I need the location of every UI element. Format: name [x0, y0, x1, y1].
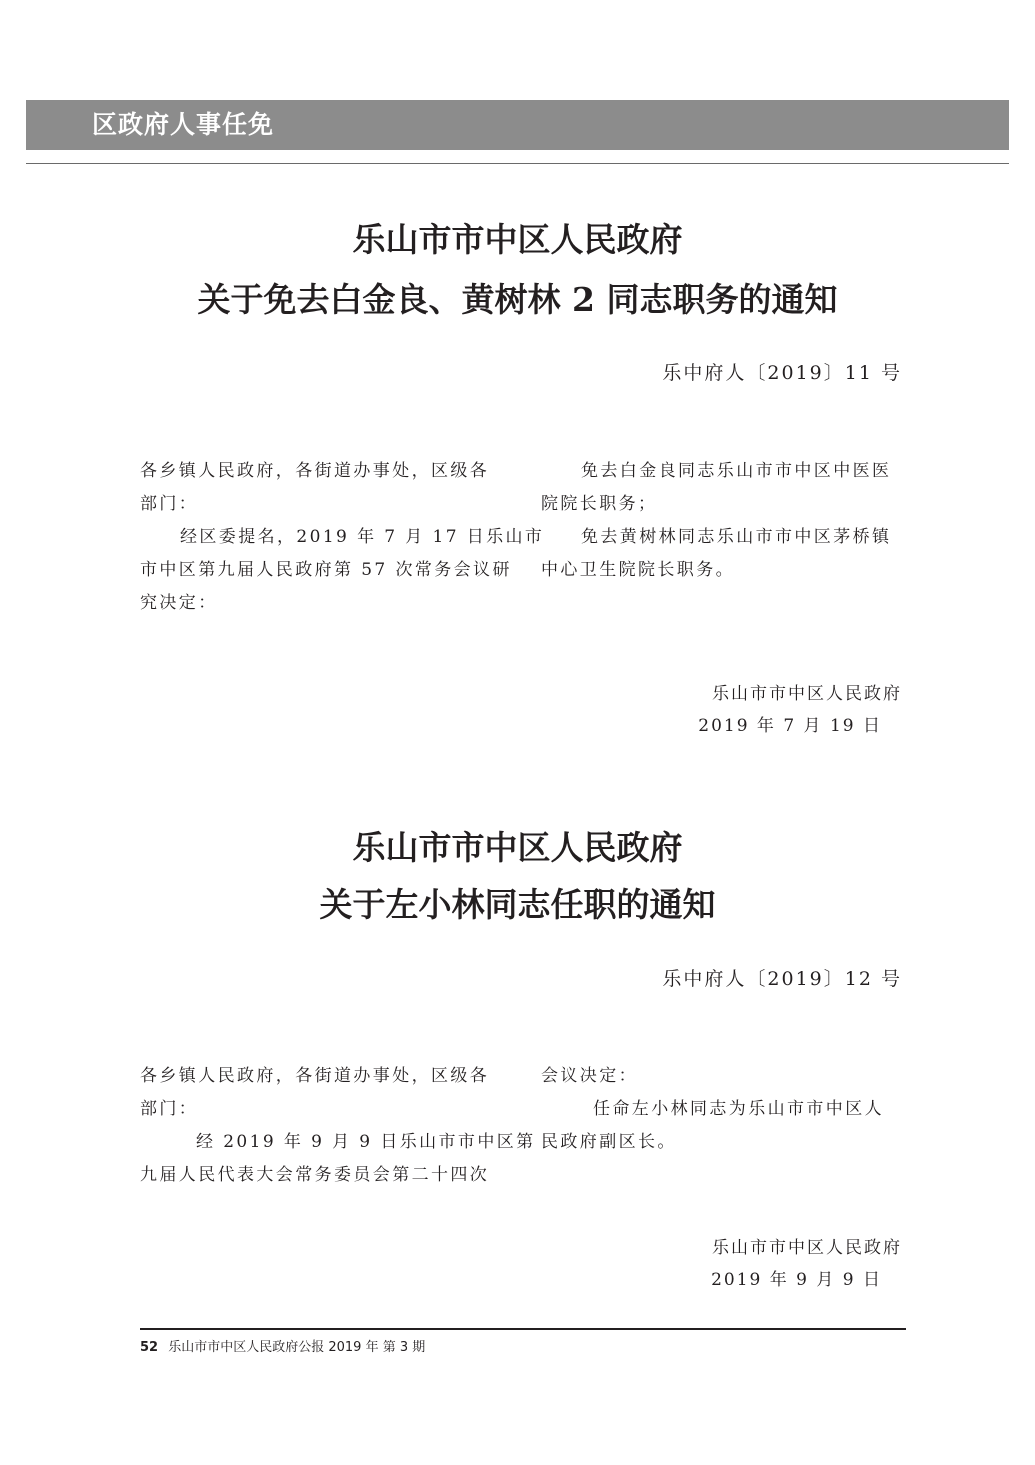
body-line: 经区委提名，2019 年 7 月 17 日乐山市 [180, 527, 545, 547]
publication-info: 乐山市市中区人民政府公报 2019 年 第 3 期 [168, 1340, 426, 1355]
notice-2-title-line1: 乐山市市中区人民政府 [352, 828, 683, 867]
signature-org: 乐山市市中区人民政府 [712, 1238, 902, 1258]
body-line: 院院长职务； [541, 494, 658, 514]
notice-1-title-line1: 乐山市市中区人民政府 [352, 220, 683, 259]
section-header-band [26, 100, 1009, 150]
body-line: 部门： [140, 1099, 199, 1119]
body-line: 会议决定： [541, 1066, 638, 1086]
section-title: 区政府人事任免 [92, 110, 275, 139]
notice-2-body-left [140, 1060, 536, 1192]
body-line: 市中区第九届人民政府第 57 次常务会议研 [140, 560, 512, 580]
signature-org: 乐山市市中区人民政府 [712, 684, 902, 704]
body-line: 任命左小林同志为乐山市市中区人 [593, 1099, 884, 1119]
body-line: 民政府副区长。 [541, 1132, 677, 1152]
notice-1-doc-number: 乐中府人〔2019〕11 号 [662, 362, 902, 384]
footer-divider [140, 1328, 906, 1330]
body-line: 究决定： [140, 593, 218, 613]
body-line: 各乡镇人民政府，各街道办事处，区级各 [140, 1066, 490, 1086]
body-line: 中心卫生院院长职务。 [541, 560, 735, 580]
notice-1-signature [698, 678, 902, 742]
body-line: 经 2019 年 9 月 9 日乐山市市中区第 [196, 1132, 536, 1152]
notice-2-doc-number: 乐中府人〔2019〕12 号 [662, 968, 902, 990]
body-line: 部门： [140, 494, 199, 514]
notice-2-title-line2: 关于左小林同志任职的通知 [319, 885, 716, 924]
body-line: 各乡镇人民政府，各街道办事处，区级各 [140, 461, 490, 481]
notice-1-title-line2: 关于免去白金良、黄树林 2 同志职务的通知 [197, 280, 838, 319]
body-line: 免去白金良同志乐山市市中区中医医 [581, 461, 892, 481]
page-number: 52 [140, 1340, 159, 1355]
notice-1-body-left [140, 455, 545, 620]
signature-date: 2019 年 7 月 19 日 [698, 716, 882, 736]
notice-1-body-right [541, 455, 905, 587]
body-line: 九届人民代表大会常务委员会第二十四次 [140, 1165, 490, 1185]
header-divider [26, 163, 1009, 164]
signature-date: 2019 年 9 月 9 日 [711, 1270, 882, 1290]
notice-2-signature [711, 1232, 902, 1296]
page-footer [140, 1338, 425, 1358]
notice-2-body-right [541, 1060, 905, 1159]
body-line: 免去黄树林同志乐山市市中区茅桥镇 [581, 527, 892, 547]
